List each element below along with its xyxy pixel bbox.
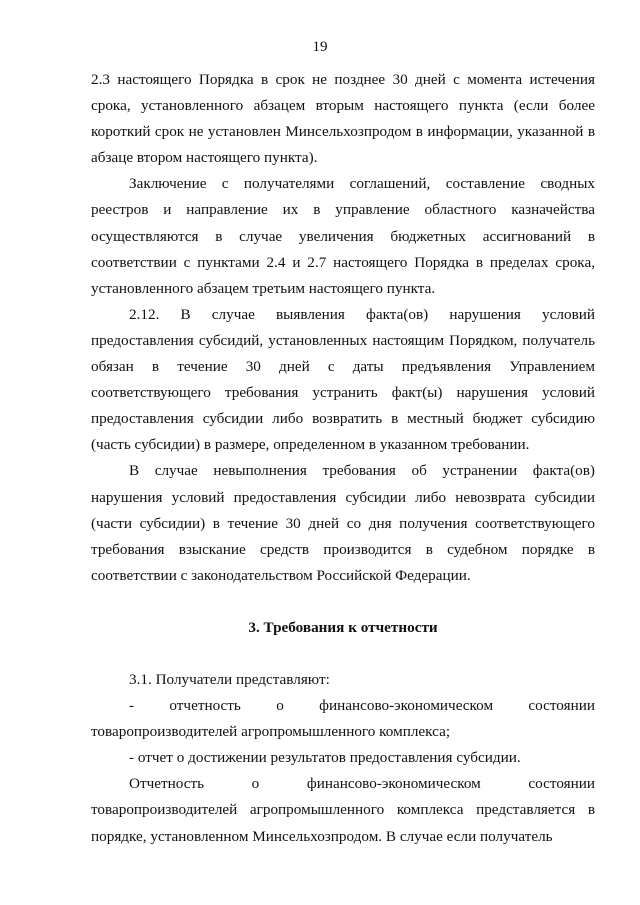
paragraph-non-fulfillment: В случае невыполнения требования об устранении факта(ов) нарушения условий предоставления субсидии либо невозврата субсидии (части субсидии) в течение 30 дней со дня получения соответствующего требования взыскание средств производится в судебном порядке в соответствии с законодательством Российской Федерации.: [91, 462, 595, 584]
paragraph-reporting-order: Отчетность о финансово-экономическом состоянии товаропроизводителей агропромышленного комплекса представляется в порядке, установленном Минсельхозпродом. В случае если получатель: [91, 775, 595, 845]
paragraph-conclusion-agreements: Заключение с получателями соглашений, составление сводных реестров и направление их в управление областного казначейства осуществляются в случае увеличения бюджетных ассигнований в соответствии с пунктами 2.4 и 2.7 настоящего Порядка в пределах срока, установленного абзацем третьим настоящего пункта.: [91, 175, 595, 297]
document-body: [91, 67, 595, 850]
paragraph-3-1: 3.1. Получатели представляют:: [129, 670, 330, 688]
list-item-financial-report: - отчетность о финансово-экономическом состоянии товаропроизводителей агропромышленного комплекса;: [91, 697, 595, 741]
paragraph-2-12: 2.12. В случае выявления факта(ов) нарушения условий предоставления субсидий, установленных настоящим Порядком, получатель обязан в течение 30 дней с даты предъявления Управлением соответствующего требования устранить факт(ы) нарушения условий предоставления субсидии либо возвратить в местный бюджет субсидию (часть субсидии) в размере, определенном в указанном требовании.: [91, 305, 595, 454]
list-item-results-report: - отчет о достижении результатов предоставления субсидии.: [129, 749, 521, 767]
page-number: 19: [312, 39, 328, 55]
paragraph-continuation: 2.3 настоящего Порядка в срок не позднее 30 дней с момента истечения срока, установленного абзацем вторым настоящего пункта (если более короткий срок не установлен Минсельхозпродом в информации, указанной в абзаце втором настоящего пункта).: [91, 71, 595, 167]
section-heading: 3. Требования к отчетности: [248, 618, 438, 636]
